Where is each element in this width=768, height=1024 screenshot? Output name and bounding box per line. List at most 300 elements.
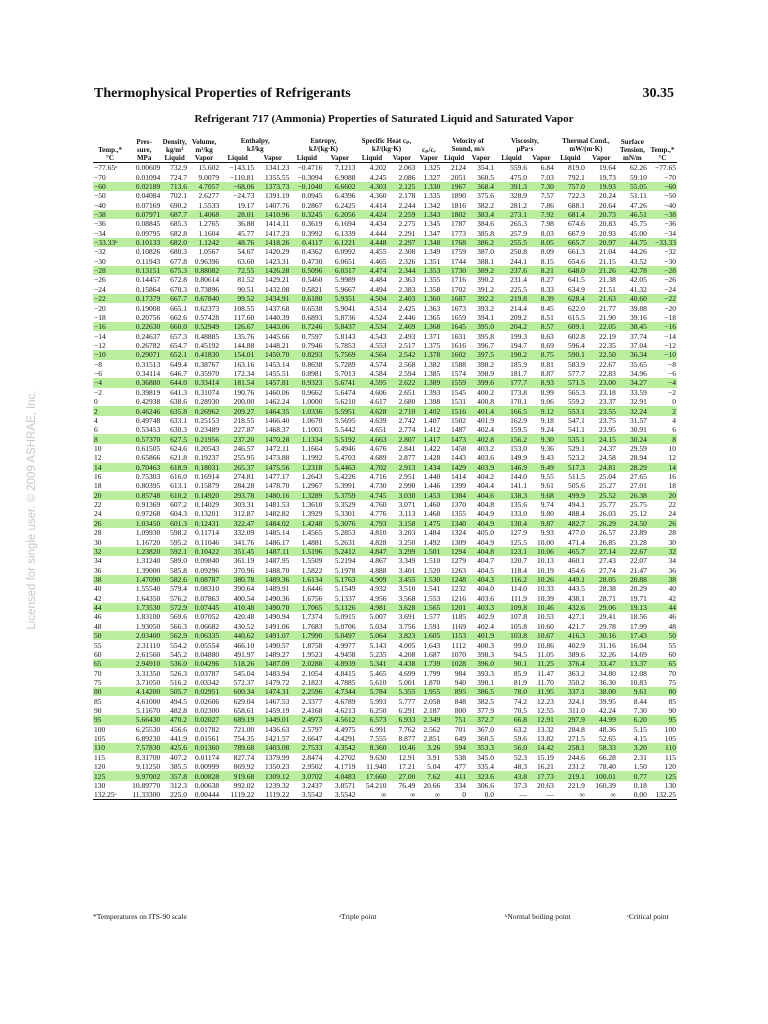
table-cell: 535.1	[555, 434, 586, 443]
table-cell: 3.5542	[290, 790, 323, 800]
table-cell: 0.4117	[290, 238, 323, 247]
table-cell: 1.7683	[301, 621, 323, 631]
table-cell: 227.87	[233, 425, 255, 435]
table-cell: 166.5	[495, 406, 528, 415]
table-cell: 32.91	[630, 397, 647, 407]
table-cell: 14	[648, 463, 677, 472]
table-cell: 90.51	[237, 284, 255, 294]
col-entropy: Entropy, kJ/(kg·K)	[308, 137, 339, 153]
table-cell: 324.1	[568, 696, 585, 706]
table-cell: 0.48885	[194, 331, 220, 341]
table-cell: 940	[454, 677, 467, 687]
table-cell: 0.14029	[194, 500, 220, 510]
table-cell: 984	[454, 668, 467, 678]
table-cell: 25.04	[599, 472, 616, 482]
table-cell: 404.3	[467, 575, 495, 584]
table-cell: 12	[668, 453, 676, 463]
table-row	[93, 584, 677, 593]
table-cell: 0.02951	[188, 687, 220, 696]
table-cell: 21.63	[586, 294, 617, 303]
table-cell: 576.2	[170, 593, 188, 603]
table-cell: 1.434	[416, 463, 441, 472]
table-cell: 3.030	[387, 491, 416, 500]
table-cell: 685.3	[170, 219, 188, 229]
table-cell: 2.403	[387, 294, 416, 303]
table-row	[93, 425, 677, 434]
table-cell: 9.93	[540, 528, 554, 538]
table-cell: 48	[94, 621, 102, 631]
table-cell: 0.0	[467, 790, 495, 800]
table-cell: 1468.37	[264, 425, 290, 435]
table-cell: 4.760	[369, 500, 387, 510]
table-cell: 66.8	[495, 715, 528, 724]
table-cell: 37.3	[513, 780, 528, 790]
table-cell: 518.26	[220, 659, 255, 668]
table-cell: 90	[668, 706, 676, 716]
table-cell: 1407.76	[264, 200, 290, 210]
table-cell: 293.78	[220, 491, 255, 500]
table-cell: 244.6	[568, 752, 585, 762]
table-cell: −6	[668, 369, 676, 379]
table-cell: 13.32	[537, 724, 554, 734]
table-cell: 4.776	[369, 509, 387, 519]
table-cell: 827.74	[233, 752, 255, 762]
table-cell: 4.7344	[323, 687, 356, 696]
table-cell: 138.3	[495, 491, 528, 500]
table-cell: 70.5	[513, 706, 528, 716]
table-cell: 1417.23	[264, 228, 290, 238]
table-cell: 0.11943	[136, 256, 161, 266]
table-cell: 1489.36	[255, 575, 290, 584]
table-cell: 185.9	[510, 359, 528, 369]
sub-liquid: Liquid	[441, 153, 467, 163]
table-cell: 3.568	[398, 593, 416, 603]
table-cell: 2.742	[398, 415, 416, 425]
table-cell: 4.360	[369, 191, 387, 201]
table-cell: 1.402	[416, 406, 441, 415]
table-cell: 20.97	[586, 238, 617, 247]
table-cell: 4.909	[356, 575, 387, 584]
table-cell: 0.97268	[135, 509, 161, 519]
page-number: 30.35	[642, 86, 674, 101]
table-cell: 1119.22	[255, 790, 290, 800]
table-cell: 5.6210	[334, 397, 356, 407]
table-cell: 403.2	[477, 443, 494, 453]
table-cell: 1673	[451, 303, 467, 313]
table-cell: 0.01561	[194, 734, 220, 744]
table-cell: 6.4396	[334, 191, 356, 201]
table-cell: 3.756	[398, 621, 416, 631]
table-cell: 9.49	[528, 463, 555, 472]
table-cell: 3.0702	[290, 771, 323, 780]
table-cell: 2.1823	[301, 677, 323, 687]
table-cell: 1.492	[423, 537, 441, 547]
table-cell: 1484.02	[255, 519, 290, 528]
table-cell: 471.4	[568, 537, 585, 547]
table-cell: 583.9	[568, 359, 585, 369]
table-cell: 8.93	[528, 378, 555, 387]
sub-vapor: Vapor	[387, 153, 416, 163]
col-temp: Temp.,* °C	[93, 128, 127, 163]
table-cell: 0.22630	[127, 322, 161, 331]
table-cell: 1.407	[423, 415, 441, 425]
table-cell: 34	[668, 556, 676, 566]
table-cell: 9.74	[540, 500, 554, 510]
table-cell: 0.8981	[301, 369, 323, 379]
table-cell: 172.34	[233, 369, 255, 379]
table-cell: 1.393	[423, 387, 441, 397]
table-cell: 177.7	[495, 378, 528, 387]
table-cell: −4	[648, 378, 677, 387]
table-row	[93, 416, 677, 425]
table-cell: 2.542	[387, 350, 416, 359]
table-cell: 1716	[451, 275, 467, 285]
table-cell: 7.57	[540, 191, 554, 201]
table-cell: 1450.70	[255, 350, 290, 359]
table-cell: 0.67840	[188, 294, 220, 303]
table-cell: 9.97002	[127, 771, 161, 780]
table-row	[93, 612, 677, 621]
table-cell: 1462.24	[264, 397, 290, 407]
table-cell: 1.64350	[135, 593, 161, 603]
table-cell: 0.08310	[194, 584, 220, 594]
table-cell: 1631	[451, 331, 467, 341]
table-cell: 19.71	[630, 593, 647, 603]
table-cell: 2.469	[387, 322, 416, 331]
table-cell: 1.360	[416, 294, 441, 303]
footnote-triple-point: ᵃTriple point	[339, 912, 377, 921]
table-cell: 1.83100	[135, 612, 161, 622]
table-cell: 1.422	[423, 443, 441, 453]
table-cell: 25.52	[586, 491, 617, 500]
table-cell: 389.2	[467, 266, 495, 275]
table-cell: 482.7	[555, 519, 586, 528]
table-row	[93, 238, 677, 247]
table-cell: 41.32	[630, 284, 647, 294]
table-row	[93, 406, 677, 415]
table-cell: 90.1	[495, 659, 528, 668]
table-cell: 1.5533	[198, 200, 220, 210]
table-cell: 638.6	[170, 397, 188, 407]
table-cell: 44.26	[630, 247, 647, 257]
table-cell: 1467.53	[264, 696, 290, 706]
table-cell: 4.689	[369, 453, 387, 463]
table-cell: 0.9323	[290, 378, 323, 387]
table-cell: 0.8293	[290, 350, 323, 359]
table-cell: −50	[664, 191, 676, 201]
table-row	[93, 594, 677, 603]
table-cell: 624.6	[170, 443, 188, 453]
table-cell: 5.064	[356, 631, 387, 640]
watermark-text: Licensed for single user. © 2009 ASHRAE, Inc.	[26, 390, 38, 630]
table-cell: 0.02606	[194, 696, 220, 706]
table-cell: 6.573	[356, 715, 387, 724]
table-cell: 1.453	[416, 491, 441, 500]
table-cell: 5.15	[633, 724, 647, 734]
table-cell: 7.62	[416, 771, 441, 780]
table-cell: 117.60	[233, 312, 255, 322]
table-cell: 209.2	[510, 312, 528, 322]
col-surface-tension: Surface Tension, mN/m	[617, 128, 648, 163]
table-cell: 396.7	[477, 341, 494, 350]
table-cell: 94.5	[513, 649, 528, 659]
table-cell: 23.18	[599, 387, 616, 397]
table-cell: 1.5196	[290, 547, 323, 556]
table-row	[93, 182, 677, 191]
table-cell: 4.005	[398, 640, 416, 650]
table-cell: −36	[94, 219, 106, 229]
table-cell: 402.4	[477, 621, 494, 631]
table-cell: 395.8	[477, 331, 494, 341]
table-cell: 0.3619	[301, 219, 323, 229]
table-row	[93, 294, 677, 303]
table-cell: 1.3929	[301, 509, 323, 519]
table-cell: 572.9	[161, 603, 188, 612]
table-cell: 1.6134	[290, 575, 323, 584]
footnotes	[93, 912, 677, 922]
table-cell: 34	[94, 556, 102, 566]
table-cell: 66.28	[599, 752, 616, 762]
table-row	[93, 388, 677, 397]
table-cell: 63.60	[237, 256, 255, 266]
table-cell: 654.6	[568, 256, 585, 266]
table-cell: 19.93	[586, 182, 617, 191]
table-cell: 31.16	[599, 640, 616, 650]
table-cell: 1470.28	[255, 434, 290, 443]
table-cell: 2.710	[387, 406, 416, 415]
table-cell: 21.47	[630, 565, 647, 575]
table-cell: 665.7	[555, 238, 586, 247]
table-cell: 4.564	[356, 350, 387, 359]
table-cell: 600.34	[220, 687, 255, 696]
table-cell: 22.67	[617, 547, 648, 556]
table-cell: 360.5	[477, 172, 494, 182]
table-cell: 621.8	[170, 453, 188, 463]
table-cell: 27.14	[586, 547, 617, 556]
table-cell: 1.335	[423, 191, 441, 201]
table-cell: −22	[648, 294, 677, 303]
table-row	[93, 565, 677, 574]
table-cell: 5.4226	[334, 472, 356, 482]
table-cell: 26.57	[599, 528, 616, 538]
table-row	[93, 790, 677, 800]
table-cell: 0.57428	[194, 312, 220, 322]
table-cell: 20.73	[586, 210, 617, 219]
table-cell: 403.9	[467, 463, 495, 472]
table-cell: 5.7853	[334, 341, 356, 350]
table-cell: 1421.57	[264, 734, 290, 744]
table-cell: 1.6446	[301, 584, 323, 594]
table-cell: 1.1003	[301, 425, 323, 435]
table-cell: 4.932	[369, 584, 387, 594]
table-cell: 20.63	[537, 780, 554, 790]
table-cell: 648.0	[555, 266, 586, 275]
table-cell: 1.468	[423, 509, 441, 519]
table-cell: 3.2437	[301, 780, 323, 790]
table-cell: 7.98	[540, 219, 554, 229]
table-cell: 1.330	[416, 182, 441, 191]
table-cell: 5.3529	[334, 500, 356, 510]
table-row	[93, 659, 677, 668]
table-cell: −68.06	[220, 182, 255, 191]
table-cell: 553.1	[555, 406, 586, 415]
table-cell: 18.56	[630, 612, 647, 622]
table-cell: −32	[664, 247, 676, 257]
table-cell: −2	[94, 387, 102, 397]
table-cell: 90	[94, 706, 102, 716]
table-cell: 105	[664, 734, 676, 744]
table-cell: 1.0336	[290, 406, 323, 415]
table-cell: 701	[454, 724, 467, 734]
table-cell: 615.5	[568, 312, 585, 322]
table-cell: 0.24637	[135, 331, 161, 341]
table-cell: 8.15	[540, 256, 554, 266]
table-cell: 1702	[451, 284, 467, 294]
table-cell: 11.47	[537, 668, 554, 678]
table-cell: 1432.08	[264, 284, 290, 294]
table-cell: 657.3	[170, 331, 188, 341]
table-cell: 400.3	[477, 640, 494, 650]
table-cell: 2.517	[398, 341, 416, 350]
table-cell: 1.428	[423, 453, 441, 463]
table-cell: 44	[93, 603, 127, 612]
table-cell: 114.0	[510, 584, 528, 594]
table-cell: 85	[94, 696, 102, 706]
table-cell: 394.1	[477, 312, 494, 322]
table-cell: 6.25530	[135, 724, 161, 734]
table-cell: 0.6180	[290, 294, 323, 303]
table-cell: 20.66	[423, 780, 441, 790]
col-temp-right: Temp.,* °C	[648, 128, 677, 163]
table-cell: 0.91369	[135, 500, 161, 510]
table-row	[93, 463, 677, 472]
table-cell: 81.52	[237, 275, 255, 285]
table-cell: 1.591	[423, 621, 441, 631]
table-cell: 1487.11	[255, 547, 290, 556]
table-cell: 225.5	[510, 284, 528, 294]
table-cell: −0.4716	[297, 163, 323, 173]
table-cell: −70	[94, 172, 106, 182]
table-cell: 4.663	[356, 434, 387, 443]
table-cell: 7.30	[528, 182, 555, 191]
table-cell: 4.414	[369, 200, 387, 210]
table-cell: 566.3	[170, 621, 188, 631]
table-cell: 466.10	[233, 640, 255, 650]
table-cell: 6.933	[387, 715, 416, 724]
table-cell: 0.20543	[194, 443, 220, 453]
table-cell: 25.12	[630, 509, 647, 519]
table-cell: 1.520	[423, 565, 441, 575]
table-cell: 713.6	[161, 182, 188, 191]
table-cell: 616.0	[170, 472, 188, 482]
sub-liquid: Liquid	[220, 153, 255, 163]
table-cell: 20.29	[630, 584, 647, 594]
table-cell: 8	[93, 434, 127, 443]
table-cell: 8.44	[633, 696, 647, 706]
refrigerant-717-property-table	[93, 128, 677, 800]
table-cell: 23.28	[630, 537, 647, 547]
table-cell: 27.00	[387, 771, 416, 780]
table-cell: 8.21	[528, 266, 555, 275]
table-cell: 4.15	[633, 734, 647, 744]
table-cell: 675.3	[161, 266, 188, 275]
table-cell: 0.70463	[127, 463, 161, 472]
table-cell: 2.31	[633, 752, 647, 762]
table-cell: 0.0945	[301, 191, 323, 201]
table-cell: 4.455	[369, 247, 387, 257]
table-cell: 403.6	[477, 453, 494, 463]
table-cell: 281.2	[510, 200, 528, 210]
table-cell: 0.28930	[194, 397, 220, 407]
table-cell: 5.610	[369, 677, 387, 687]
table-cell: 1355	[451, 509, 467, 519]
table-cell: 687.7	[161, 210, 188, 219]
table-cell: 404.9	[477, 509, 494, 519]
table-cell: 1659	[451, 312, 467, 322]
table-cell: 1744	[451, 256, 467, 266]
table-cell: 48.3	[513, 762, 528, 772]
table-cell: 12.91	[528, 715, 555, 724]
table-cell: 0.03342	[194, 677, 220, 687]
table-cell: 2.2596	[290, 687, 323, 696]
table-cell: 21.77	[599, 303, 616, 313]
col-cp-cv: cₚ/cᵥ Vapor	[416, 128, 441, 163]
table-cell: 21.26	[586, 266, 617, 275]
table-cell: 420.48	[233, 612, 255, 622]
table-cell: 0.10826	[135, 247, 161, 257]
table-cell: 6.2425	[334, 200, 356, 210]
table-cell: 1.565	[416, 603, 441, 612]
table-cell: −110.81	[229, 172, 255, 182]
table-cell: 400.8	[477, 397, 494, 407]
table-cell: 1768	[441, 238, 467, 247]
table-cell: 398.9	[477, 369, 494, 379]
table-cell: 0.09795	[135, 228, 161, 238]
table-cell: 384.6	[477, 219, 494, 229]
table-cell: 0	[94, 397, 98, 407]
table-cell: 1478.70	[264, 481, 290, 491]
table-cell: 22.35	[599, 341, 616, 350]
table-cell: 5.007	[369, 612, 387, 622]
table-cell: 1588	[451, 359, 467, 369]
table-cell: 6.250	[369, 706, 387, 716]
table-cell: 430.52	[233, 621, 255, 631]
table-cell: 1216	[451, 593, 467, 603]
table-cell: 30.91	[630, 425, 647, 435]
table-cell: 209.27	[220, 406, 255, 415]
table-cell: 1.870	[423, 677, 441, 687]
table-cell: 44.75	[617, 238, 648, 247]
table-cell: 21.04	[599, 247, 616, 257]
table-cell: 23.00	[586, 378, 617, 387]
table-cell: 7.1213	[334, 163, 356, 173]
table-cell: 400.2	[477, 387, 494, 397]
table-cell: 39.95	[599, 696, 616, 706]
table-cell: 107.8	[510, 612, 528, 622]
col-viscosity: Viscosity, µPa·s	[510, 137, 539, 153]
table-cell: 42	[94, 593, 102, 603]
table-cell: 382.2	[477, 200, 494, 210]
sub-vapor: Vapor	[586, 153, 617, 163]
table-cell: 1437.68	[264, 303, 290, 313]
table-cell: 76.49	[398, 780, 416, 790]
table-cell: 12.23	[537, 696, 554, 706]
table-cell: 5.0915	[334, 612, 356, 622]
table-cell: 1.605	[416, 631, 441, 640]
table-cell: 48	[668, 621, 676, 631]
table-cell: 4.4975	[334, 724, 356, 734]
table-cell: ∞	[586, 790, 617, 800]
